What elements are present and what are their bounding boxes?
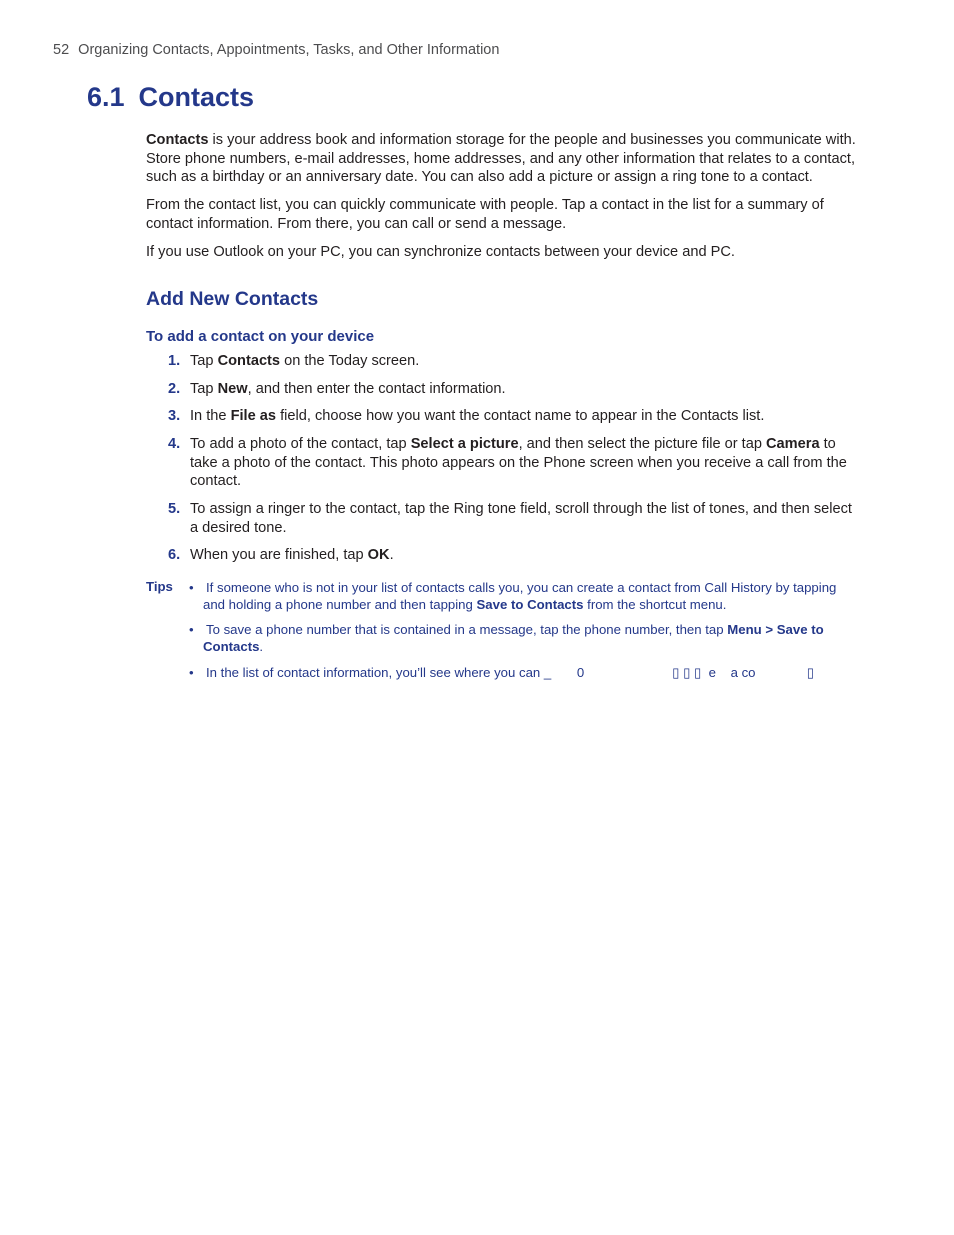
- section-title: [87, 82, 254, 113]
- chapter-title: Organizing Contacts, Appointments, Tasks, and Other Information: [78, 42, 500, 58]
- step-number: 3.: [168, 408, 181, 424]
- bullet-icon: •: [189, 622, 194, 637]
- step-text-part: .: [389, 547, 394, 563]
- step-number: 2.: [168, 381, 181, 397]
- subsection-title: Add New Contacts: [146, 288, 319, 310]
- page-number: 52: [53, 42, 70, 58]
- step-text: To assign a ringer to the contact, tap the Ring tone field, scroll through the list of tones, and then select a desired tone.: [190, 501, 852, 536]
- step-text-part: In the: [190, 408, 231, 424]
- intro-bold-term: Contacts: [146, 132, 209, 148]
- tips-label: Tips: [146, 579, 173, 594]
- step-text-part: To add a photo of the contact, tap: [190, 436, 411, 452]
- step-text-part: field, choose how you want the contact name to appear in the Contacts list.: [276, 408, 765, 424]
- step-text: [190, 407, 858, 426]
- step-number: 4.: [168, 436, 181, 452]
- section-number: 6.1: [87, 82, 125, 112]
- step-text-part: on the Today screen.: [280, 353, 420, 369]
- tip-text-part: If someone who is not in your list of contacts calls you, you can create a contact from Call History by tapping and holding a phone number and then tapping: [203, 580, 837, 612]
- step-text: [190, 435, 858, 491]
- intro-paragraph-3: [146, 243, 862, 262]
- tip-text: [203, 621, 839, 655]
- step-text: [190, 546, 858, 565]
- step-text-part: to take a photo of the contact. This photo appears on the Phone screen when you receive a call from the contact.: [190, 436, 847, 490]
- running-header: [53, 42, 499, 58]
- ui-term: File as: [230, 408, 277, 424]
- intro-paragraph-1: [146, 131, 862, 187]
- ui-term: Select a picture: [410, 436, 519, 452]
- intro-paragraph-2: [146, 196, 862, 233]
- tip-text-part: To save a phone number that is contained in a message, tap the phone number, then tap: [206, 622, 728, 637]
- tip-text: [203, 579, 839, 613]
- ui-term: OK: [367, 547, 390, 563]
- intro-text-1: is your address book and information storage for the people and businesses you communicate with. Store phone numbers, e-mail addresses, home addresses, and any other information that relates to a contact, such as a birthday or an anniversary date. You can also add a picture or assign a ring tone to a contact.: [146, 132, 856, 186]
- step-text-part: When you are finished, tap: [190, 547, 368, 563]
- tip-text-part: In the list of contact information, you’ll see where you can _ 0 ▯ ▯ ▯ e a co ▯: [206, 665, 815, 680]
- tip-text: [203, 664, 839, 681]
- tip-text-part: from the shortcut menu.: [583, 597, 727, 612]
- ui-term: Contacts: [217, 353, 281, 369]
- intro-text-3: If you use Outlook on your PC, you can synchronize contacts between your device and PC.: [146, 244, 735, 260]
- step-number: 1.: [168, 353, 181, 369]
- section-name: Contacts: [138, 82, 255, 112]
- step-text: [190, 380, 858, 399]
- intro-text-2: From the contact list, you can quickly communicate with people. Tap a contact in the list for a summary of contact information. From there, you can call or send a message.: [146, 197, 824, 232]
- bullet-icon: •: [189, 665, 194, 680]
- step-text-part: Tap: [190, 353, 218, 369]
- step-text-part: Tap: [190, 381, 218, 397]
- step-text-part: , and then select the picture file or tap: [518, 436, 767, 452]
- tip-text-part: .: [259, 639, 264, 654]
- step-text-part: , and then enter the contact information.: [247, 381, 506, 397]
- step-number: 5.: [168, 501, 181, 517]
- bullet-icon: •: [189, 580, 194, 595]
- ui-term: New: [217, 381, 248, 397]
- ui-term: Save to Contacts: [476, 597, 584, 612]
- ui-term: Menu > Save to Contacts: [203, 622, 824, 654]
- step-number: 6.: [168, 547, 181, 563]
- procedure-title: To add a contact on your device: [146, 328, 375, 345]
- ui-term: Camera: [766, 436, 820, 452]
- step-text: [190, 352, 858, 371]
